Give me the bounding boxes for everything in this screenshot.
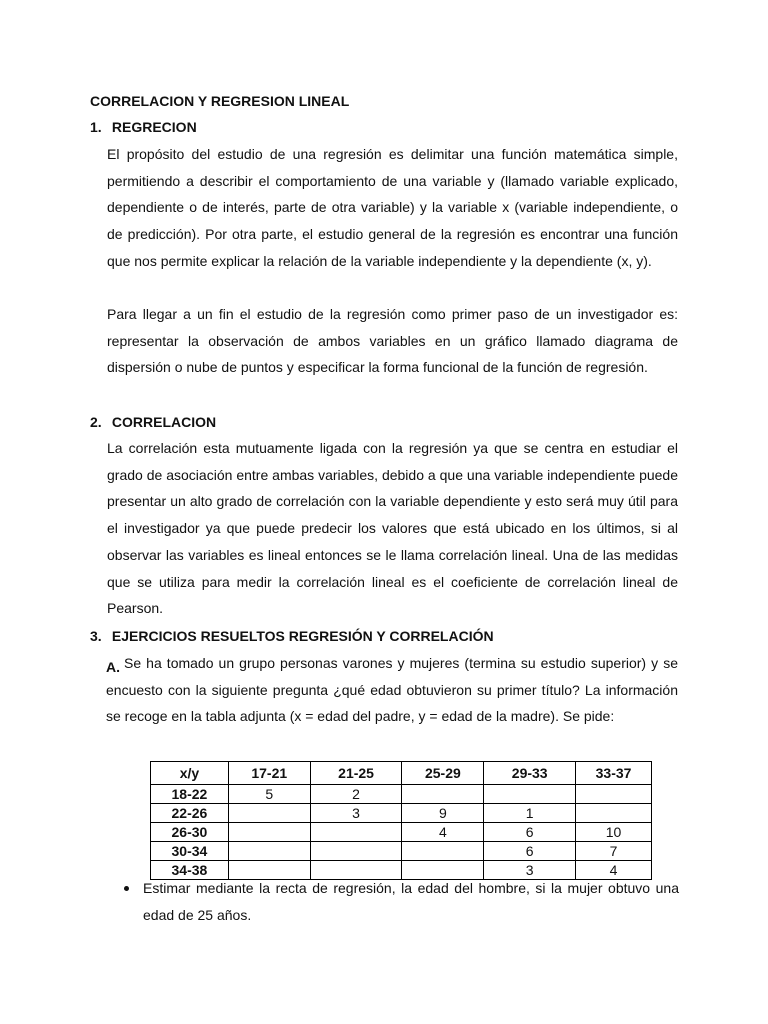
table-cell: 1 [484, 804, 576, 823]
table-cell [310, 823, 402, 842]
table-cell: 6 [484, 823, 576, 842]
table-cell: 4 [402, 823, 484, 842]
table-cell [228, 823, 310, 842]
table-cell [576, 804, 652, 823]
table-row-header: 26-30 [151, 823, 229, 842]
table-cell [228, 804, 310, 823]
table-cell: 7 [576, 842, 652, 861]
section-2-paragraph: La correlación esta mutuamente ligada con la regresión ya que se centra en estudiar el grado de asociación entre ambas variables, debido a que una variable independiente puede presentar un alto grado de correlación con la variable dependiente y esto será muy útil para el investigador ya que puede predecir los valores que está ubicado en los últimos, si al observar las variables es lineal entonces se le llama correlación lineal. Una de las medidas que se utiliza para medir la correlación lineal es el coeficiente de correlación lineal de Pearson. [107, 440, 678, 617]
bullet-text: Estimar mediante la recta de regresión, la edad del hombre, si la mujer obtuvo una edad de 25 años. [143, 880, 679, 923]
table-cell [228, 842, 310, 861]
table-cell: 2 [310, 785, 402, 804]
bullet-icon [124, 886, 129, 891]
table-row-header: 30-34 [151, 842, 229, 861]
table-cell: 3 [310, 804, 402, 823]
section-1-number: 1. [90, 119, 102, 135]
section-1-heading [90, 119, 197, 135]
table-row [151, 842, 652, 861]
section-2-number: 2. [90, 414, 102, 430]
table-header-cell: 29-33 [484, 762, 576, 785]
table-cell [402, 785, 484, 804]
table-cell [576, 785, 652, 804]
table-cell: 9 [402, 804, 484, 823]
exercise-label: A. [106, 659, 120, 675]
table-row-header: 34-38 [151, 861, 229, 880]
table-cell: 10 [576, 823, 652, 842]
table-header-row [151, 762, 652, 785]
table-cell [310, 842, 402, 861]
table-cell [402, 842, 484, 861]
table-cell: 4 [576, 861, 652, 880]
frequency-table [150, 761, 652, 880]
table-cell: 3 [484, 861, 576, 880]
table-row-header: 22-26 [151, 804, 229, 823]
table-cell: 6 [484, 842, 576, 861]
table-cell [484, 785, 576, 804]
section-3-heading [90, 628, 494, 644]
table-row-header: 18-22 [151, 785, 229, 804]
section-3-number: 3. [90, 628, 102, 644]
table-row [151, 823, 652, 842]
table-header-cell: x/y [151, 762, 229, 785]
table-header-cell: 17-21 [228, 762, 310, 785]
section-3-title: EJERCICIOS RESUELTOS REGRESIÓN Y CORRELACIÓN [111, 628, 494, 644]
table-row [151, 804, 652, 823]
section-1-paragraph-1: El propósito del estudio de una regresión es delimitar una función matemática simple, permitiendo a describir el comportamiento de una variable y (llamado variable explicado, dependiente o de interés, parte de otra variable) y la variable x (variable independiente, o de predicción). Por otra parte, el estudio general de la regresión es encontrar una función que nos permite explicar la relación de la variable independiente y la dependiente (x, y). [107, 146, 678, 269]
table-row [151, 785, 652, 804]
section-2-heading [90, 414, 216, 430]
document-title: CORRELACION Y REGRESION LINEAL [90, 93, 350, 109]
table-header-cell: 21-25 [310, 762, 402, 785]
table-header-cell: 25-29 [402, 762, 484, 785]
table-header-cell: 33-37 [576, 762, 652, 785]
section-2-title: CORRELACION [111, 414, 217, 430]
exercise-text: Se ha tomado un grupo personas varones y mujeres (termina su estudio superior) y se encuesto con la siguiente pregunta ¿qué edad obtuvieron su primer título? La información se recoge en la tabla adjunta (x = edad del padre, y = edad de la madre). Se pide: [106, 655, 678, 725]
table-cell: 5 [228, 785, 310, 804]
section-1-paragraph-2: Para llegar a un fin el estudio de la regresión como primer paso de un investigador es: representar la observación de ambos variables en un gráfico llamado diagrama de dispersión o nube de puntos y especificar la forma funcional de la función de regresión. [107, 306, 678, 376]
section-1-title: REGRECION [111, 119, 197, 135]
